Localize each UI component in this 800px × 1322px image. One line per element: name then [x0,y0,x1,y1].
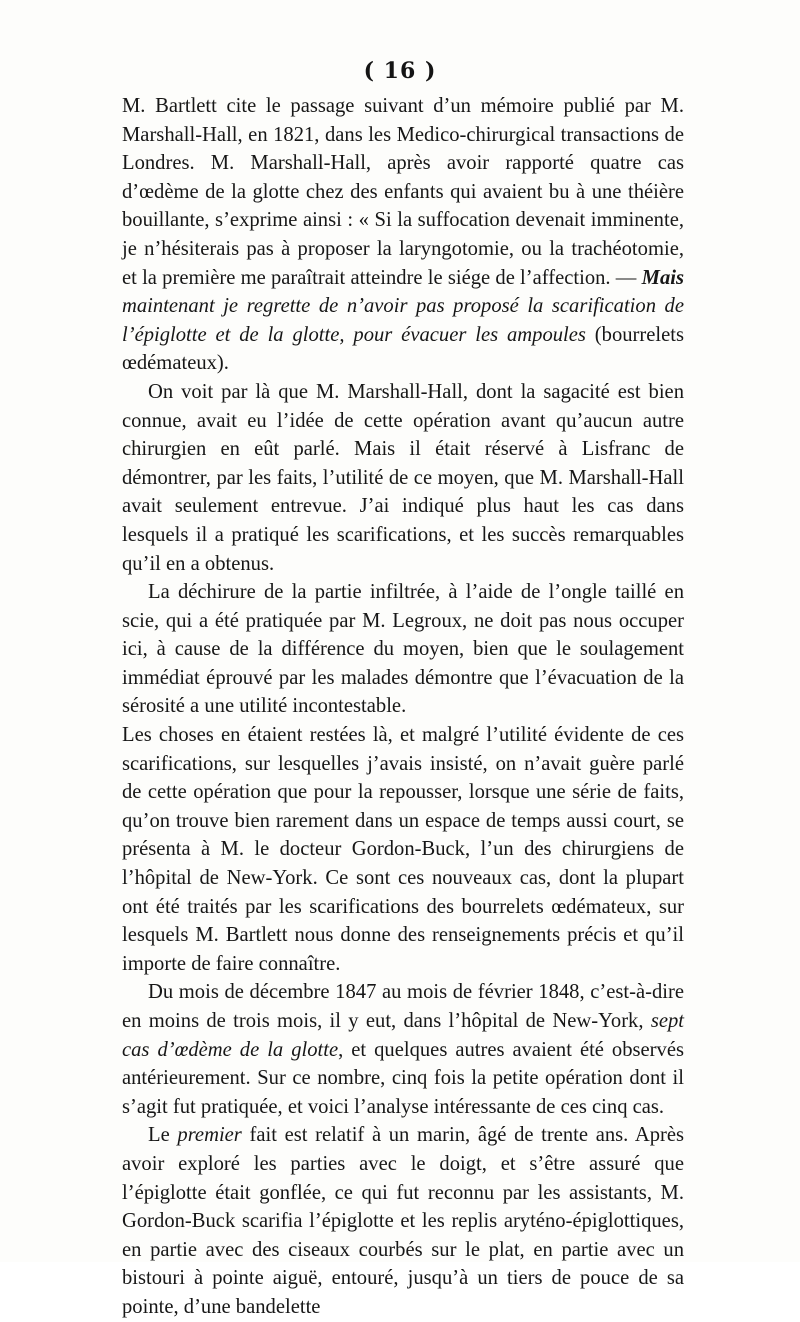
text-run: La déchirure de la partie infiltrée, à l’aide de l’ongle taillé en scie, qui a été pratiquée par M. Legroux, ne doit pas nous occuper ici, à cause de la différence du moyen, bien que le soulagement immédiat éprouvé par les malades démontre que l’évacuation de la sérosité a une utilité incontestable. [122,581,684,718]
paragraph-2 [122,378,684,578]
text-run-italic: sept cas d’œdème de la glotte [122,1010,684,1061]
paragraph-1 [122,92,684,378]
text-run: On voit par là que M. Marshall-Hall, dont la sagacité est bien connue, avait eu l’idée de cette opération avant qu’aucun autre chirurgien en eût parlé. Mais il était réservé à Lisfranc de démontrer, par les faits, l’utilité de ce moyen, que M. Marshall-Hall avait seulement entrevue. J’ai indiqué plus haut les cas dans lesquels il a pratiqué les scarifications, et les succès remarquables qu’il en a obtenus. [122,380,684,575]
text-run: (bourrelets œdémateux). [122,323,685,375]
body-text [122,92,684,1322]
paragraph-3 [122,578,684,721]
paragraph-4 [122,721,684,978]
text-run-italic: maintenant je regrette de n’avoir pas proposé la scarification de l’épiglotte et de la glotte, pour évacuer les ampoules [122,295,684,346]
text-run: , et quelques autres avaient été observés antérieurement. Sur ce nombre, cinq fois la petite opération dont il s’agit fut pratiquée, et voici l’analyse intéressante de ces cinq cas. [122,1038,684,1118]
text-run: M. Bartlett cite le passage suivant d’un mémoire publié par M. Marshall-Hall, en 1821, dans les Medico-chirurgical transactions de Londres. M. Marshall-Hall, après avoir rapporté quatre cas d’œdème de la glotte chez des enfants qui avaient bu à une théière bouillante, s’exprime ainsi : « Si la suffocation devenait imminente, je n’hésiterais pas à proposer la laryngotomie, ou la trachéotomie, et la première me paraîtrait atteindre le siége de l’affection. — [122,95,684,289]
text-run: Le [148,1124,178,1147]
text-run: Du mois de décembre 1847 au mois de février 1848, c’est-à-dire en moins de trois mois, il y eut, dans l’hôpital de New-York, [122,981,684,1032]
text-run: Les choses en étaient restées là, et malgré l’utilité évidente de ces scarifications, sur lesquelles j’avais insisté, on n’avait guère parlé de cette opération que pour la repousser, lorsque une série de faits, qu’on trouve bien rarement dans un espace de temps aussi court, se présenta à M. le docteur Gordon-Buck, l’un des chirurgiens de l’hôpital de New-York. Ce sont ces nouveaux cas, dont la plupart ont été traités par les scarifications des bourrelets œdémateux, sur lesquels M. Bartlett nous donne des renseignements précis et qu’il importe de faire connaître. [122,724,684,975]
text-run-italic: premier [177,1124,242,1147]
text-run: fait est relatif à un marin, âgé de trente ans. Après avoir exploré les parties avec le doigt, et s’être assuré que l’épiglotte était gonflée, ce qui fut reconnu par les assistants, M. Gordon-Buck scarifia l’épiglotte et les replis aryténo-épiglottiques, en partie avec des ciseaux courbés sur le plat, en partie avec un bistouri à pointe aiguë, entouré, jusqu’à un tiers de pouce de sa pointe, d’une bandelette [122,1124,684,1318]
paragraph-6 [122,1121,684,1321]
page-number: ( 16 ) [363,58,437,84]
paragraph-5 [122,978,684,1121]
text-run-emphasis: Mais [641,266,684,289]
